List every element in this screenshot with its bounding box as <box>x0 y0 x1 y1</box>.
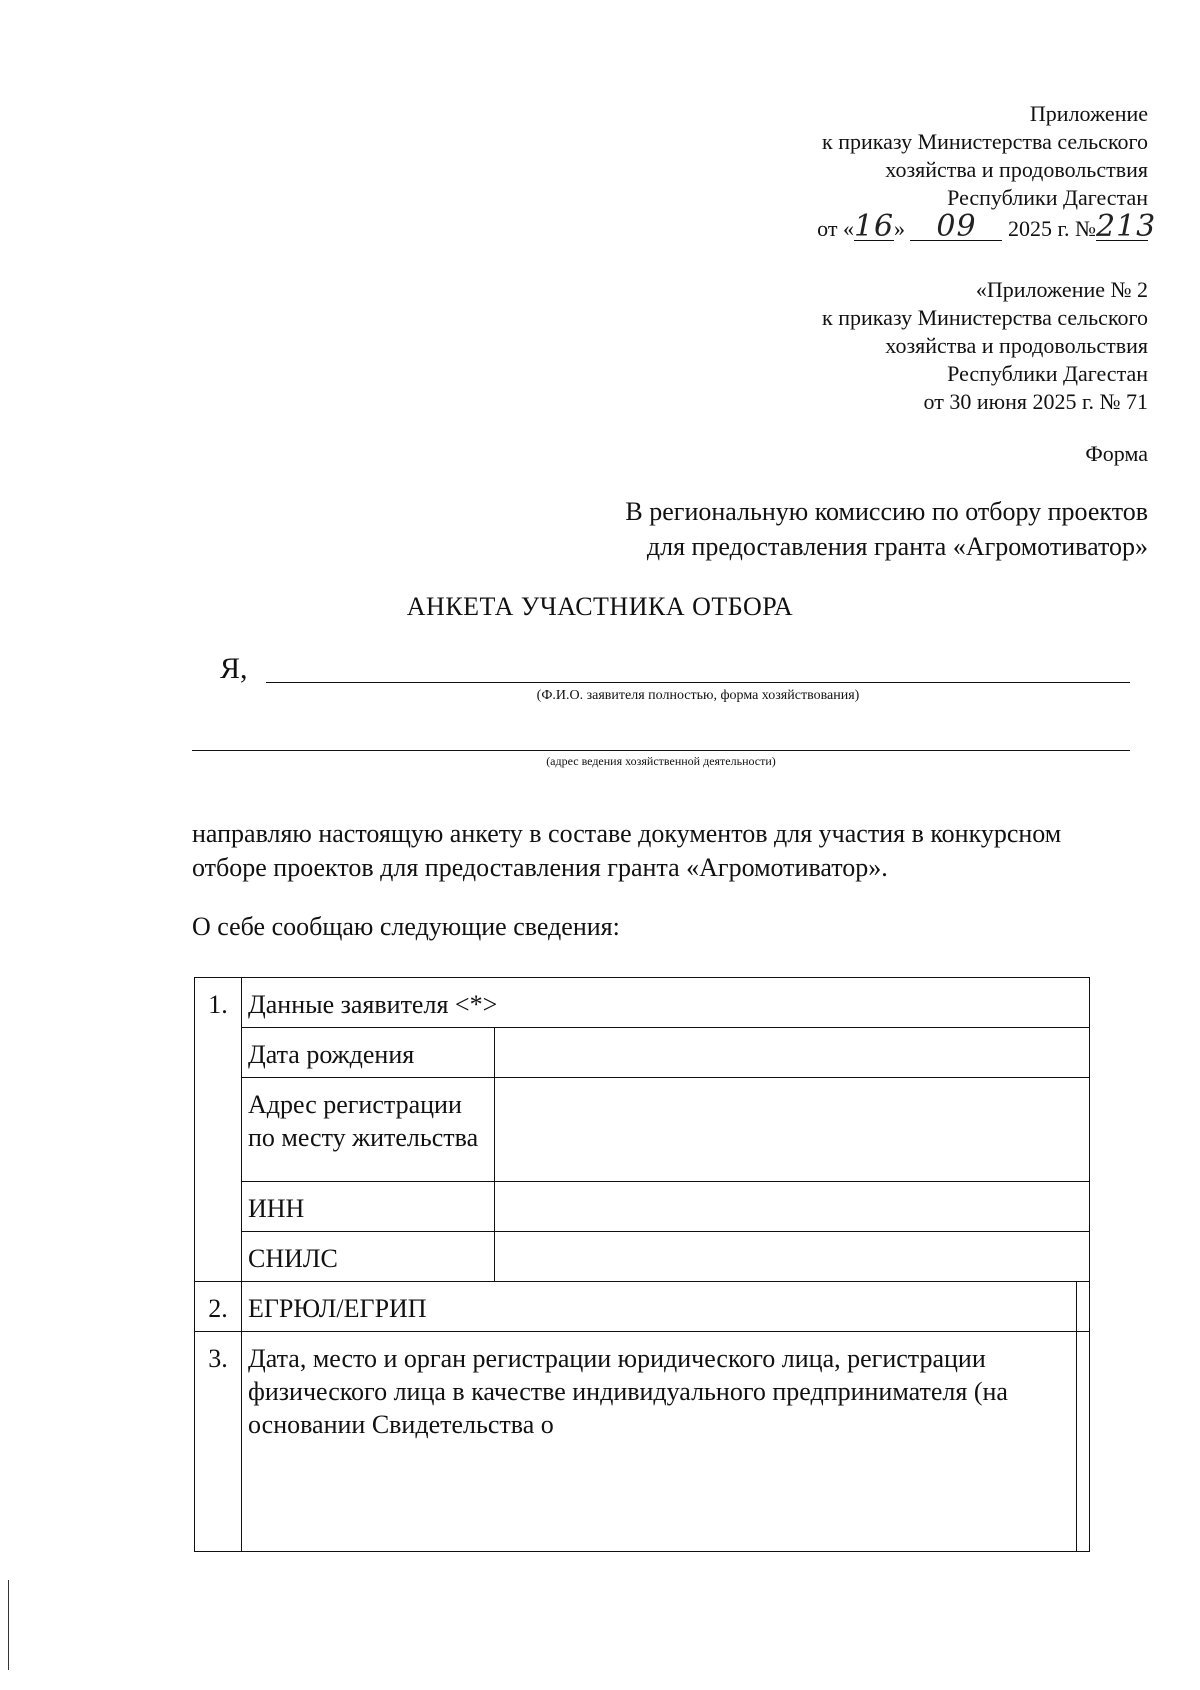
applicant-name-caption: (Ф.И.О. заявителя полностью, форма хозяйствования) <box>536 688 860 703</box>
commission-addressee <box>625 494 1148 564</box>
table-row <box>195 1182 1090 1232</box>
table-row <box>195 978 1090 1028</box>
appendix2-line1: «Приложение № 2 <box>975 277 1148 302</box>
appendix-line2: к приказу Министерства сельского <box>822 129 1148 154</box>
date-prefix: от « <box>817 216 854 241</box>
applicant-info-table <box>194 977 1090 1552</box>
egrul-label: ЕГРЮЛ/ЕГРИП <box>242 1282 1077 1332</box>
inn-value[interactable] <box>495 1182 1090 1232</box>
appendix2-line3: хозяйства и продовольствия <box>885 333 1148 358</box>
commission-line1: В региональную комиссию по отбору проектов <box>625 497 1148 526</box>
registration-value[interactable] <box>1077 1332 1090 1552</box>
appendix2-line2: к приказу Министерства сельского <box>822 305 1148 330</box>
table-row <box>195 1332 1090 1552</box>
applicant-prefix: Я, <box>220 652 248 685</box>
row-title: Данные заявителя <*> <box>242 978 1090 1028</box>
date-month: 09 <box>910 214 1002 241</box>
birth-date-value[interactable] <box>495 1028 1090 1078</box>
table-row <box>195 1028 1090 1078</box>
date-year: 2025 г. № <box>1007 216 1096 241</box>
reg-address-value[interactable] <box>495 1078 1090 1182</box>
row-number: 2. <box>195 1282 242 1332</box>
appendix-line4: Республики Дагестан <box>947 185 1148 210</box>
snils-value[interactable] <box>495 1232 1090 1282</box>
applicant-address-line[interactable] <box>192 750 1130 751</box>
egrul-value[interactable] <box>1077 1282 1090 1332</box>
row-number: 1. <box>195 978 242 1282</box>
table-row <box>195 1282 1090 1332</box>
intro-paragraph: направляю настоящую анкету в составе документов для участия в конкурсном отборе проектов для предоставления гранта «Агромотиватор». <box>192 819 1062 882</box>
commission-line2: для предоставления гранта «Агромотиватор» <box>646 532 1148 561</box>
registration-label: Дата, место и орган регистрации юридического лица, регистрации физического лица в качестве индивидуального предпринимателя (на основании Свидетельства о <box>242 1332 1077 1552</box>
scan-margin-line <box>8 1580 9 1670</box>
birth-date-label: Дата рождения <box>242 1028 495 1078</box>
snils-label: СНИЛС <box>242 1232 495 1282</box>
applicant-address-caption: (адрес ведения хозяйственной деятельности) <box>546 754 776 768</box>
date-day: 16 <box>853 209 895 244</box>
appendix-line1: Приложение <box>1029 101 1148 126</box>
date-mid: » <box>893 216 905 241</box>
info-paragraph: О себе сообщаю следующие сведения: <box>192 912 620 941</box>
appendix2-header <box>822 276 1148 416</box>
inn-label: ИНН <box>242 1182 495 1232</box>
applicant-name-line[interactable] <box>266 682 1130 683</box>
page-title: АНКЕТА УЧАСТНИКА ОТБОРА <box>406 592 794 621</box>
reg-address-label: Адрес регистрации по месту жительства <box>242 1078 495 1182</box>
appendix2-line4: Республики Дагестан <box>947 361 1148 386</box>
appendix2-line5: от 30 июня 2025 г. № 71 <box>923 389 1148 414</box>
form-label: Форма <box>1085 441 1148 466</box>
order-number: 213 <box>1096 209 1157 244</box>
appendix-date-line <box>817 209 1157 244</box>
table-row <box>195 1078 1090 1182</box>
row-number: 3. <box>195 1332 242 1552</box>
table-row <box>195 1232 1090 1282</box>
appendix-line3: хозяйства и продовольствия <box>885 157 1148 182</box>
appendix-header <box>817 100 1157 244</box>
